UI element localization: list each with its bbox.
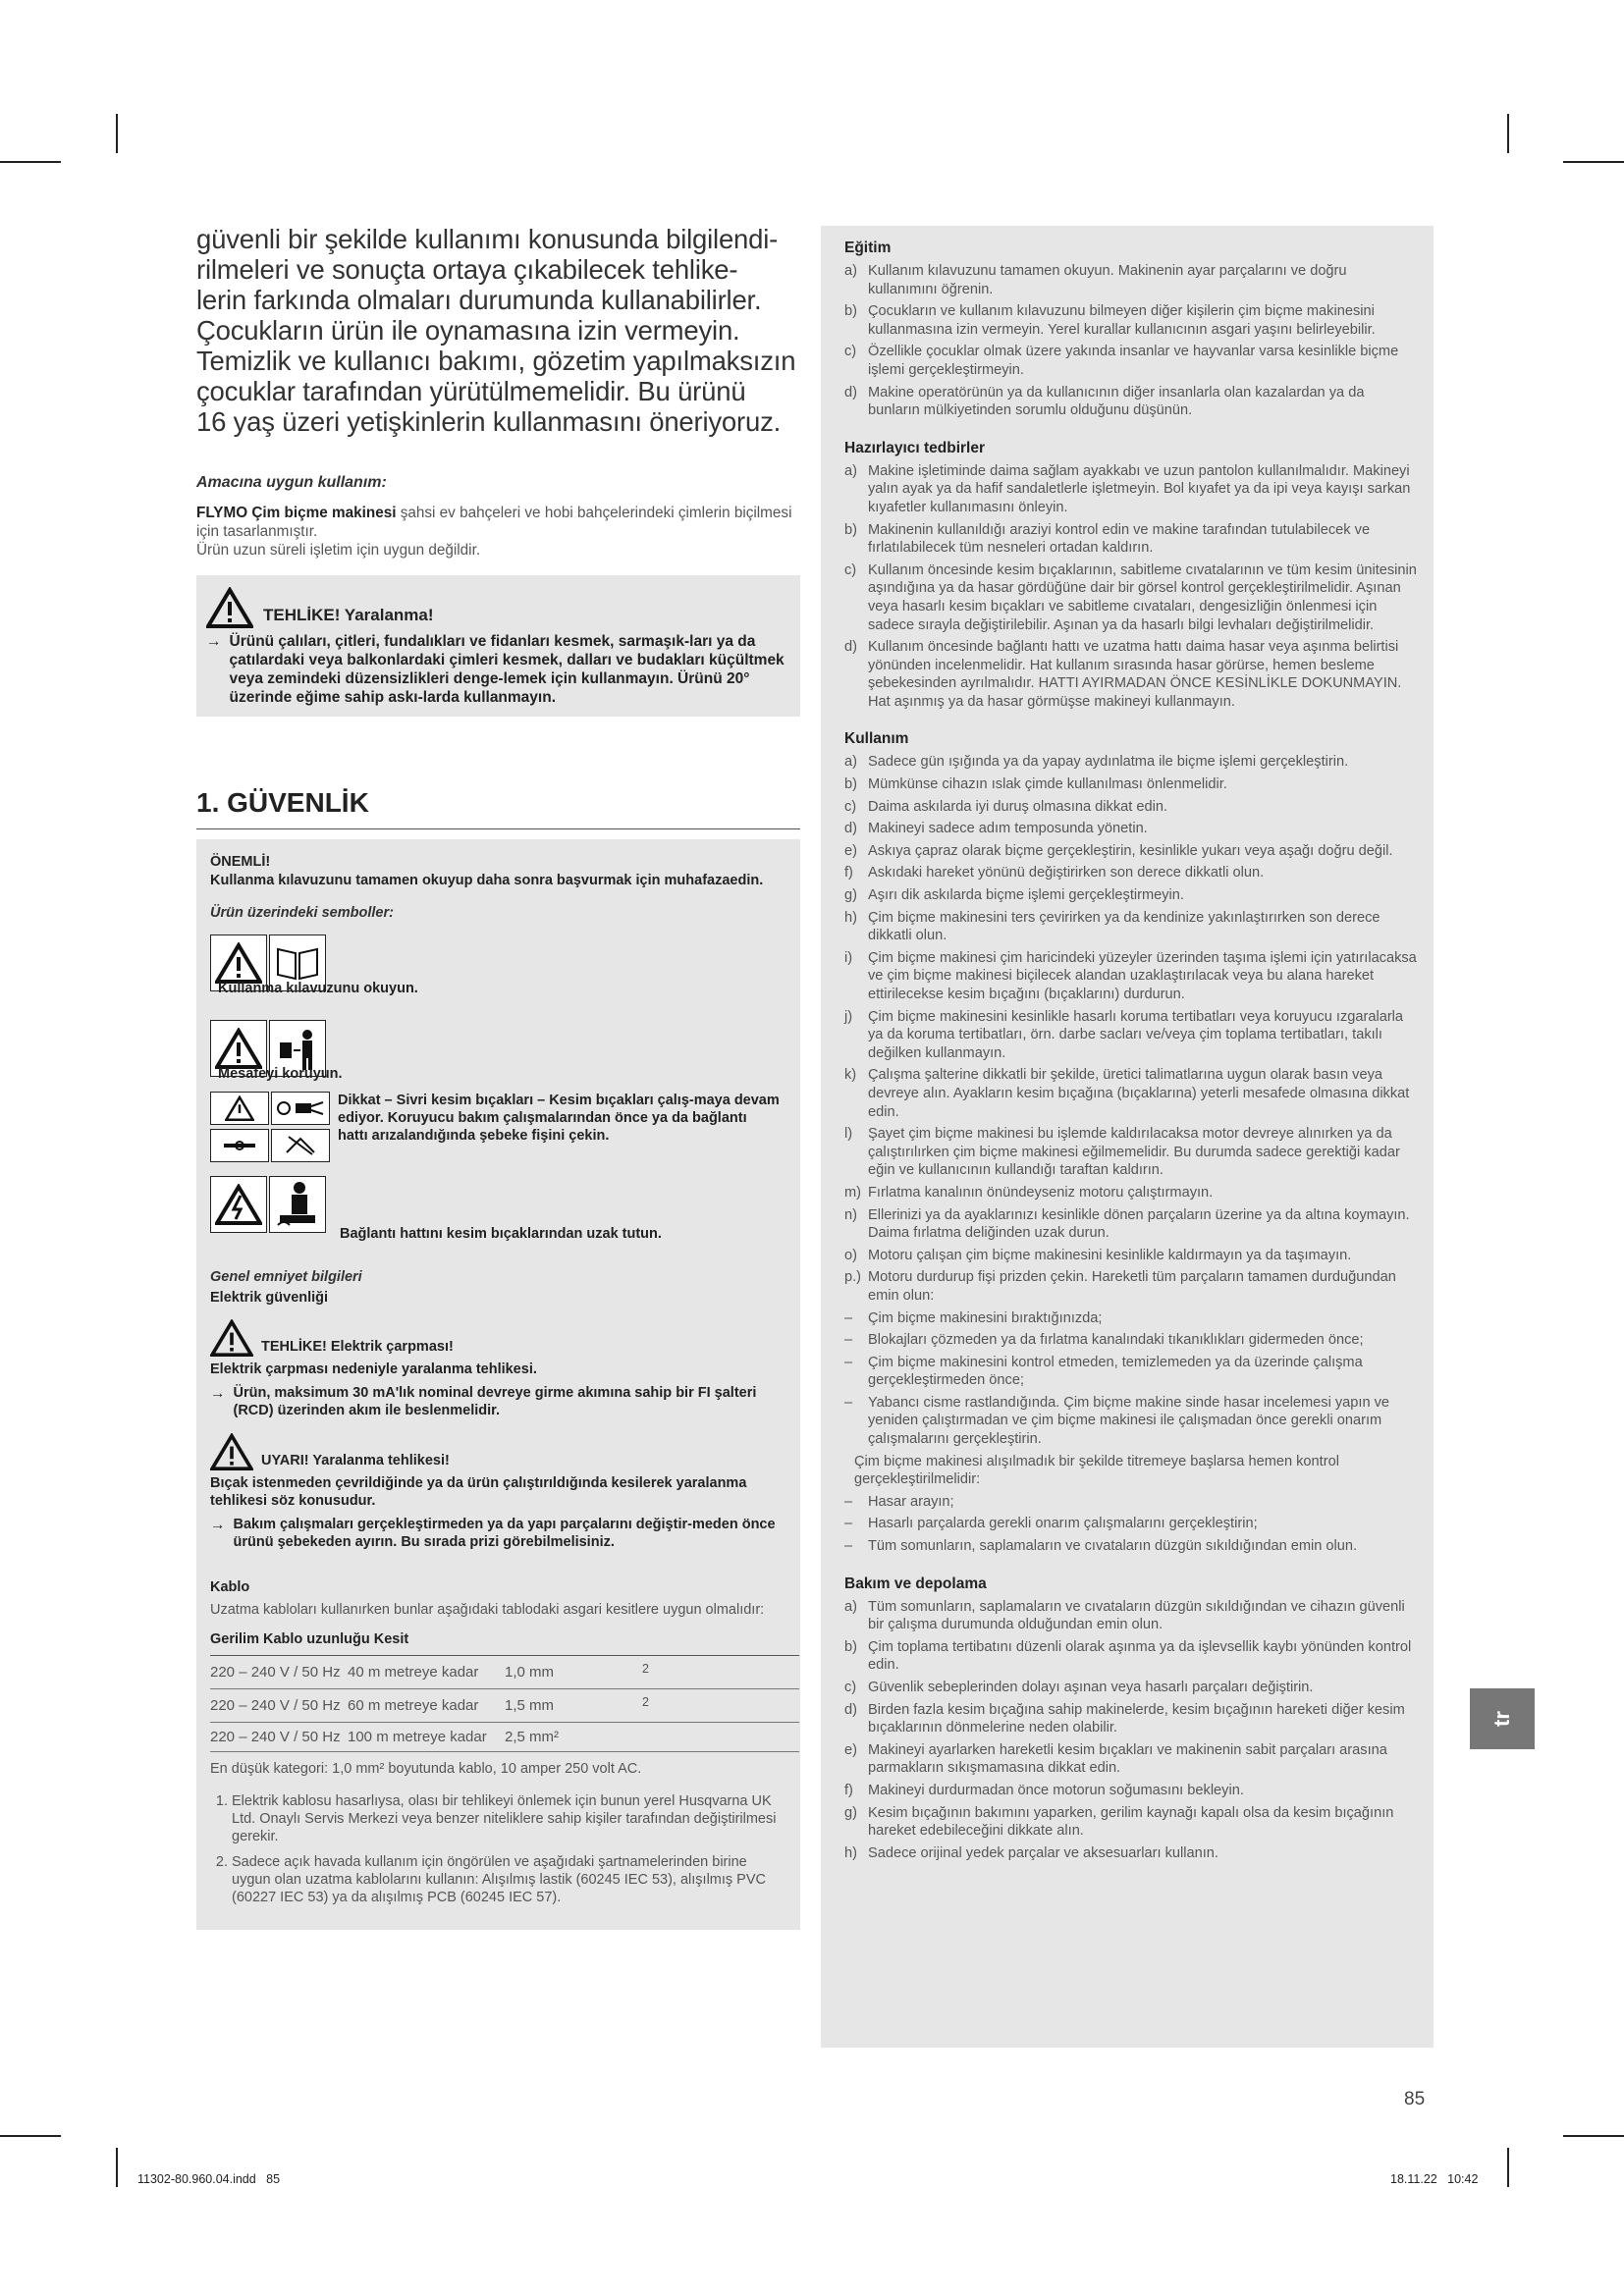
- symbol-label: Kullanma kılavuzunu okuyun.: [218, 981, 418, 996]
- prep-list: [844, 462, 1420, 712]
- min-category-text: En düşük kategori: 1,0 mm² boyutunda kablo, 10 amper 250 volt AC.: [210, 1761, 642, 1777]
- shock-text: Elektrik çarpması nedeniyle yaralanma tehlikesi.: [210, 1362, 537, 1377]
- plug-icon: [271, 1092, 330, 1125]
- symbol-label: Mesafeyi koruyun.: [218, 1066, 343, 1082]
- language-tab-tr: tr: [1470, 1688, 1535, 1749]
- footer-date: 18.11.22 10:42: [1390, 2172, 1479, 2186]
- table-row: 220 – 240 V / 50 Hz 60 m metreye kadar 1,5 mm $^2$: [210, 1689, 799, 1723]
- list-item: g) Aşırı dik askılarda biçme işlemi gerçekleştirmeyin.: [844, 887, 1184, 904]
- list-item: n) Ellerinizi ya da ayaklarınızı kesinlikle dönen parçaların üzerine ya da altına koymayın. Daima fırlatma deliğinden uzak durun.: [844, 1206, 1410, 1242]
- vibration-text: Çim biçme makinesi alışılmadık bir şekilde titremeye başlarsa hemen kontrol gerçekleştirilmelidir:: [854, 1453, 1339, 1488]
- safety-box: [196, 839, 800, 1930]
- table-row: 220 – 240 V / 50 Hz 100 m metreye kadar 2,5 mm²: [210, 1723, 799, 1752]
- list-item: – Yabancı cisme rastlandığında. Çim biçme makine sinde hasar incelemesi yapın ve yeniden çalıştırmadan ve çim biçme makinesi ile çalışmadan önce gerekli onarım çalışmalarını gerçekleştirin.: [844, 1394, 1390, 1448]
- list-item: – Çim biçme makinesini kontrol etmeden, temizlemeden ya da üzerinde çalışma gerçekleştirmeden önce;: [844, 1354, 1363, 1389]
- list-item: j) Çim biçme makinesini kesinlikle hasarlı koruma tertibatları veya koruyucu ızgaralarla ya da koruma tertibatları, örn. darbe sacları ve/veya çim toplama tertibatları, takılı değilken kullanmayın.: [844, 1008, 1404, 1061]
- list-item: 2. Sadece açık havada kullanım için öngörülen ve aşağıdaki şartnamelerinden birine uygun olan uzatma kablolarını kullanın: Alışılmış lastik (60245 IEC 53), alışılmış PVC (60227 IEC 53) ya da alışılmış PCB (60245 IEC 57).: [232, 1853, 786, 1906]
- list-item: e) Makineyi ayarlarken hareketli kesim bıçakları ve makinenin sabit parçaları arasına parmakların sıkışmamasına dikkat edin.: [844, 1741, 1387, 1777]
- intended-use-text-2: Ürün uzun süreli işletim için uygun değildir.: [196, 542, 481, 559]
- list-item: – Blokajları çözmeden ya da fırlatma kanalındaki tıkanıklıkları gidermeden önce;: [844, 1332, 1364, 1349]
- intro-paragraph: güvenli bir şekilde kullanımı konusunda bilgilendi- rilmeleri ve sonuçta ortaya çıkabilecek tehlike- lerin farkında olmaları durumunda kullanabilirler. Çocukların ürün ile oynamasına izin vermeyin. Temizlik ve kullanıcı bakımı, gözetim yapılmaksızın çocuklar tarafından yürütülmemelidir. Bu ürünü 16 yaş üzeri yetişkinlerin kullanmasını öneriyoruz.: [196, 224, 796, 437]
- list-item: i) Çim biçme makinesi çim haricindeki yüzeyler üzerinden taşıma işlemi için yatırılacaksa ve çim biçme makinesi biçilecek alandan uzaklaştırılacak veya bu alana hareket ettirilecekse kesim bıçağını (bıçaklarını) durdurun.: [844, 949, 1417, 1002]
- maintenance-list: [844, 1598, 1420, 1863]
- arrow-icon: →: [210, 1517, 226, 1533]
- cable-title: Kablo: [210, 1579, 250, 1595]
- cable-table: [210, 1656, 799, 1752]
- use-dash-list: [844, 1309, 1420, 1449]
- symbol-label: Dikkat – Sivri kesim bıçakları – Kesim bıçakları çalış-maya devam ediyor. Koruyucu bakım çalışmalarından önce ya da bağlantı hattı arızalandığında şebeke fişini çekin.: [338, 1093, 780, 1144]
- maintenance-title: Bakım ve depolama: [844, 1575, 987, 1592]
- list-item: o) Motoru çalışan çim biçme makinesini kesinlikle kaldırmayın ya da taşımayın.: [844, 1247, 1352, 1263]
- left-column: [196, 224, 800, 1930]
- danger-injury-box: [196, 575, 800, 717]
- list-item: h) Sadece orijinal yedek parçalar ve aksesuarları kullanın.: [844, 1844, 1218, 1861]
- danger-text: Ürünü çalıları, çitleri, fundalıkları ve fidanları kesmek, sarmaşık-ları ya da çatılardaki veya balkonlardaki çimleri kesmek, dalları ve budakları küçültmek veya zemindeki düzensizlikleri denge-lemek için kullanmayın. Ürünü 20° üzerinde eğime sahip askı-larda kullanmayın.: [229, 633, 785, 706]
- list-item: c) Daima askılarda iyi duruş olmasına dikkat edin.: [844, 798, 1167, 815]
- warning-triangle-icon: [210, 1319, 253, 1357]
- list-item: d) Birden fazla kesim bıçağına sahip makinelerde, kesim bıçağının hareketi diğer kesim bıçaklarının dönmelerine neden olabilir.: [844, 1701, 1405, 1736]
- list-item: b) Makinenin kullanıldığı araziyi kontrol edin ve makine tarafından tutulabilecek ve fırlatılabilecek tüm nesneleri ortadan kaldırın.: [844, 521, 1371, 557]
- intended-use-text: FLYMO Çim biçme makinesi şahsi ev bahçeleri ve hobi bahçelerindeki çimlerin biçilmesi için tasarlanmıştır.: [196, 505, 792, 540]
- important-title: ÖNEMLİ!: [210, 854, 271, 870]
- list-item: 1. Elektrik kablosu hasarlıysa, olası bir tehlikeyi önlemek için bunun yerel Husqvarna UK Ltd. Onaylı Servis Merkezi veya benzer niteliklere sahip kişiler tarafından değiştirilmesi gerekir.: [232, 1792, 786, 1845]
- list-item: m) Fırlatma kanalının önündeyseniz motoru çalıştırmayın.: [844, 1184, 1214, 1201]
- list-item: g) Kesim bıçağının bakımını yaparken, gerilim kaynağı kapalı olsa da kesim bıçağının hareket edebileceğini dikkate alın.: [844, 1804, 1394, 1840]
- list-item: – Tüm somunların, saplamaların ve cıvataların düzgün sıkıldığından emin olun.: [844, 1538, 1358, 1555]
- shock-arrow-text: Ürün, maksimum 30 mA'lık nominal devreye girme akımına sahip bir FI şalteri (RCD) üzerinden akım ile beslenmelidir.: [233, 1385, 757, 1418]
- list-item: a) Sadece gün ışığında ya da yapay aydınlatma ile biçme işlemi gerçekleştirin.: [844, 754, 1349, 771]
- section-title-safety: 1. GÜVENLİK: [196, 787, 369, 818]
- list-item: p.) Motoru durdurup fişi prizden çekin. Hareketli tüm parçaların tamamen durduğundan emin olun:: [844, 1269, 1396, 1304]
- list-item: k) Çalışma şalterine dikkatli bir şekilde, üretici talimatlarına uygun olarak basın veya devreye alın. Ayakların kesim bıçağına (bıçaklarına) yeterli mesafede olmasına dikkat edin.: [844, 1067, 1410, 1120]
- vibration-list: [844, 1493, 1420, 1556]
- warning-triangle-icon: [206, 587, 253, 628]
- intended-use-title: Amacına uygun kullanım:: [196, 474, 387, 491]
- use-list: [844, 753, 1420, 1305]
- list-item: b) Çim toplama tertibatını düzenli olarak aşınma ya da işlevsellik kaybı yönünden kontrol edin.: [844, 1638, 1412, 1674]
- shock-title: TEHLİKE! Elektrik çarpması!: [261, 1339, 454, 1355]
- list-item: d) Kullanım öncesinde bağlantı hattı ve uzatma hattı daima hasar veya aşınma belirtisi yönünden incelenmelidir. Hat kullanım sırasında hasar görürse, hemen besleme şebekesinden ayrılmalıdır. HATTI AYIRMADAN ÖNCE KESİNLİKLE DOKUNMAYIN. Hat aşınmış ya da hasar görmüşse makineyi kullanmayın.: [844, 639, 1402, 710]
- training-list: [844, 262, 1420, 420]
- warning-arrow-text: Bakım çalışmaları gerçekleştirmeden ya da yapı parçalarını değiştir-meden önce ürünü şebekeden ayırın. Bu sırada prizi görebilmelisiniz.: [233, 1517, 776, 1550]
- use-title: Kullanım: [844, 730, 909, 748]
- cable-text: Uzatma kabloları kullanırken bunlar aşağıdaki tablodaki asgari kesitlere uygun olmalıdır:: [210, 1602, 765, 1618]
- hand-blade-icon: [271, 1129, 330, 1162]
- table-header: Gerilim Kablo uzunluğu Kesit: [210, 1631, 409, 1647]
- list-item: – Hasar arayın;: [844, 1493, 954, 1510]
- list-item: l) Şayet çim biçme makinesi bu işlemde kaldırılacaksa motor devreye alınırken ya da çalıştırılırken çim biçme makinesi eğilmemelidir. Bu durumda sadece gerektiği kadar eğin ve kullanıcının kullandığı taraftan kaldırın.: [844, 1126, 1400, 1179]
- list-item: c) Kullanım öncesinde kesim bıçaklarının, sabitleme cıvatalarının ve tüm kesim ünitesinin aşındığına ya da hasar gördüğüne dair bir görsel kontrol gerçekleştirilmelidir. Aşınan veya hasarlı kesim bıçakları ve sabitleme cıvataları, dengesizliğin önlenmesi için sadece sırayla değiştirilebilir. Aşınan ya da hasarlı bilgi levhaları değiştirilmelidir.: [844, 561, 1417, 633]
- prep-title: Hazırlayıcı tedbirler: [844, 439, 986, 456]
- table-row: 220 – 240 V / 50 Hz 40 m metreye kadar 1,0 mm $^2$: [210, 1656, 799, 1689]
- mower-operator-icon: [269, 1176, 326, 1233]
- blade-warning-icon: [210, 1092, 269, 1125]
- list-item: – Çim biçme makinesini bıraktığınızda;: [844, 1309, 1103, 1326]
- list-item: b) Mümkünse cihazın ıslak çimde kullanılması önlenmelidir.: [844, 776, 1227, 793]
- list-item: a) Kullanım kılavuzunu tamamen okuyun. Makinenin ayar parçalarını ve doğru kullanımını öğrenin.: [844, 263, 1347, 297]
- list-item: f) Askıdaki hareket yönünü değiştirirken son derece dikkatli olun.: [844, 865, 1265, 881]
- cable-notes: [210, 1792, 786, 1906]
- electric-warning-icon: [210, 1176, 267, 1233]
- list-item: a) Tüm somunların, saplamaların ve cıvataların düzgün sıkıldığından ve cihazın güvenli bir çalışma durumunda olduğundan emin olun.: [844, 1598, 1405, 1633]
- right-column: [821, 226, 1434, 2048]
- list-item: d) Makineyi sadece adım temposunda yönetin.: [844, 821, 1148, 837]
- list-item: a) Makine işletiminde daima sağlam ayakkabı ve uzun pantolon kullanılmalıdır. Makineyi yalın ayak ya da hafif sandaletlerle işletmeyin. Bol kıyafet ya da ipi veya kayışı sarkan kıyafetler kullanımasını önleyin.: [844, 462, 1411, 515]
- training-title: Eğitim: [844, 240, 892, 256]
- list-item: c) Özellikle çocuklar olmak üzere yakında insanlar ve hayvanlar varsa kesinlikle biçme işlemi gerçekleştirmeyin.: [844, 344, 1399, 378]
- important-text: Kullanma kılavuzunu tamamen okuyup daha sonra başvurmak için muhafazaedin.: [210, 873, 764, 888]
- symbol-keep-cable-away: [210, 1176, 786, 1244]
- list-item: e) Askıya çapraz olarak biçme gerçekleştirin, kesinlikle yukarı veya aşağı doğru değil.: [844, 842, 1393, 859]
- page-number: 85: [1404, 2089, 1426, 2109]
- general-safety-title: Genel emniyet bilgileri: [210, 1269, 362, 1285]
- warning-triangle-icon: [210, 1433, 253, 1470]
- footer-file: 11302-80.960.04.indd 85: [137, 2172, 281, 2186]
- warning-text: Bıçak istenmeden çevrildiğinde ya da ürün çalıştırıldığında kesilerek yaralanma tehlikesi söz konusudur.: [210, 1475, 747, 1509]
- arrow-icon: →: [206, 633, 222, 650]
- list-item: c) Güvenlik sebeplerinden dolayı aşınan veya hasarlı parçaları değiştirin.: [844, 1680, 1314, 1695]
- symbols-title: Ürün üzerindeki semboller:: [210, 905, 394, 921]
- blade-icon: [210, 1129, 269, 1162]
- list-item: – Hasarlı parçalarda gerekli onarım çalışmalarını gerçekleştirin;: [844, 1516, 1258, 1532]
- danger-title: TEHLİKE! Yaralanma!: [263, 605, 434, 624]
- list-item: b) Çocukların ve kullanım kılavuzunu bilmeyen diğer kişilerin çim biçme makinesini kullanmasına izin vermeyin. Yerel kurallar kullanıcının asgari yaşını belirleyebilir.: [844, 303, 1376, 338]
- list-item: h) Çim biçme makinesini ters çevirirken ya da kendinize yakınlaştırırken son derece dikkatli olun.: [844, 909, 1380, 944]
- list-item: f) Makineyi durdurmadan önce motorun soğumasını bekleyin.: [844, 1782, 1244, 1798]
- electric-safety-title: Elektrik güvenliği: [210, 1290, 329, 1306]
- symbol-sharp-blades: [210, 1092, 786, 1162]
- warning-title: UYARI! Yaralanma tehlikesi!: [261, 1453, 450, 1468]
- arrow-icon: →: [210, 1385, 226, 1402]
- list-item: d) Makine operatörünün ya da kullanıcının diğer insanlarla olan kazalardan ya da bunların mülkiyetinden sorumlu olduğunu düşünün.: [844, 384, 1365, 419]
- symbol-label: Bağlantı hattını kesim bıçaklarından uzak tutun.: [340, 1226, 662, 1242]
